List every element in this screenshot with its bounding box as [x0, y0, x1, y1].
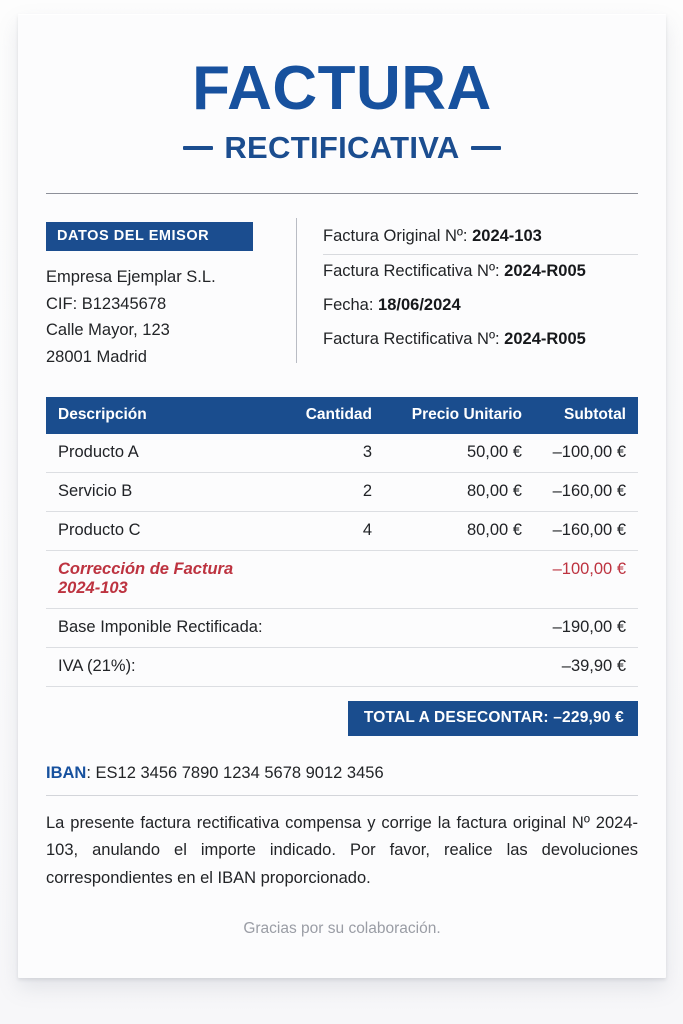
column-header-description: Descripción: [58, 405, 147, 423]
iban-row: [46, 764, 638, 796]
meta-row: [323, 254, 638, 289]
correction-row: [46, 551, 638, 609]
total-badge: TOTAL A DESECONTAR: –229,90 €: [348, 701, 638, 736]
issuer-address: [46, 264, 296, 371]
invoice-content: [46, 14, 638, 978]
correction-description: Corrección de Factura 2024-103: [58, 559, 234, 597]
title-block: [46, 14, 638, 163]
cell-subtotal: –160,00 €: [552, 520, 626, 539]
cell-description: Producto C: [58, 520, 141, 539]
subtitle-row: [46, 132, 638, 163]
meta-label: Factura Rectificativa Nº:: [323, 262, 500, 280]
cell-quantity: 3: [362, 442, 372, 461]
meta-row: [323, 220, 638, 254]
meta-value: 2024-R005: [504, 262, 586, 280]
cell-unit-price: 80,00 €: [466, 520, 522, 539]
correction-spacer-price: [372, 560, 522, 598]
cell-quantity: 4: [362, 520, 372, 539]
correction-spacer-quantity: [268, 560, 372, 598]
issuer-line: 28001 Madrid: [46, 348, 147, 367]
cell-description: Producto A: [58, 442, 139, 461]
summary-spacer-quantity: [268, 657, 372, 676]
page-title: FACTURA: [192, 54, 492, 123]
meta-value: 18/06/2024: [378, 296, 461, 314]
table-row: [46, 434, 638, 473]
iban-separator: :: [86, 763, 96, 782]
meta-value: 2024-R005: [504, 330, 586, 348]
summary-row-vat: [46, 648, 638, 687]
cell-unit-price: 80,00 €: [466, 481, 522, 500]
summary-row-base: [46, 609, 638, 648]
meta-row: [323, 289, 638, 323]
total-section: [46, 701, 638, 736]
table-row: [46, 473, 638, 512]
page-subtitle: RECTIFICATIVA: [224, 130, 460, 165]
table-header-row: [46, 397, 638, 434]
summary-amount: –39,90 €: [561, 656, 626, 675]
column-header-unit-price: Precio Unitario: [411, 405, 522, 423]
summary-spacer-price: [372, 618, 522, 637]
issuer-badge: DATOS DEL EMISOR: [46, 222, 253, 251]
header-divider: [46, 193, 638, 194]
summary-amount: –190,00 €: [552, 617, 626, 636]
column-header-quantity: Cantidad: [305, 405, 372, 423]
issuer-line: Calle Mayor, 123: [46, 321, 170, 340]
footer-note: La presente factura rectificativa compensa y corrige la factura original Nº 2024-103, anulando el importe indicado. Por favor, realice las devoluciones correspondientes en el IBAN proporcionado.: [46, 813, 638, 887]
summary-label: Base Imponible Rectificada:: [58, 617, 263, 636]
cell-quantity: 2: [362, 481, 372, 500]
dash-right-decoration: [471, 146, 501, 150]
meta-value: 2024-103: [472, 227, 542, 245]
table-row: [46, 512, 638, 551]
info-section: [46, 214, 638, 371]
meta-label: Factura Original Nº:: [323, 227, 468, 245]
summary-spacer-quantity: [268, 618, 372, 637]
correction-amount: –100,00 €: [552, 559, 626, 578]
items-table: [46, 397, 638, 687]
cell-subtotal: –160,00 €: [552, 481, 626, 500]
issuer-line: Empresa Ejemplar S.L.: [46, 268, 216, 286]
meta-label: Fecha:: [323, 296, 374, 314]
invoice-meta-block: [297, 214, 638, 371]
thanks-message: Gracias por su colaboración.: [243, 920, 441, 937]
meta-label: Factura Rectificativa Nº:: [323, 330, 500, 348]
iban-value: ES12 3456 7890 1234 5678 9012 3456: [95, 763, 384, 782]
column-header-subtotal: Subtotal: [564, 405, 626, 423]
cell-description: Servicio B: [58, 481, 133, 500]
cell-unit-price: 50,00 €: [466, 442, 522, 461]
summary-label: IVA (21%):: [58, 656, 136, 675]
cell-subtotal: –100,00 €: [552, 442, 626, 461]
dash-left-decoration: [183, 146, 213, 150]
iban-label: IBAN: [46, 763, 87, 782]
issuer-line: CIF: B12345678: [46, 294, 167, 313]
meta-row: [323, 323, 638, 357]
summary-spacer-price: [372, 657, 522, 676]
issuer-block: [46, 214, 296, 371]
invoice-paper-sheet: [18, 14, 666, 978]
